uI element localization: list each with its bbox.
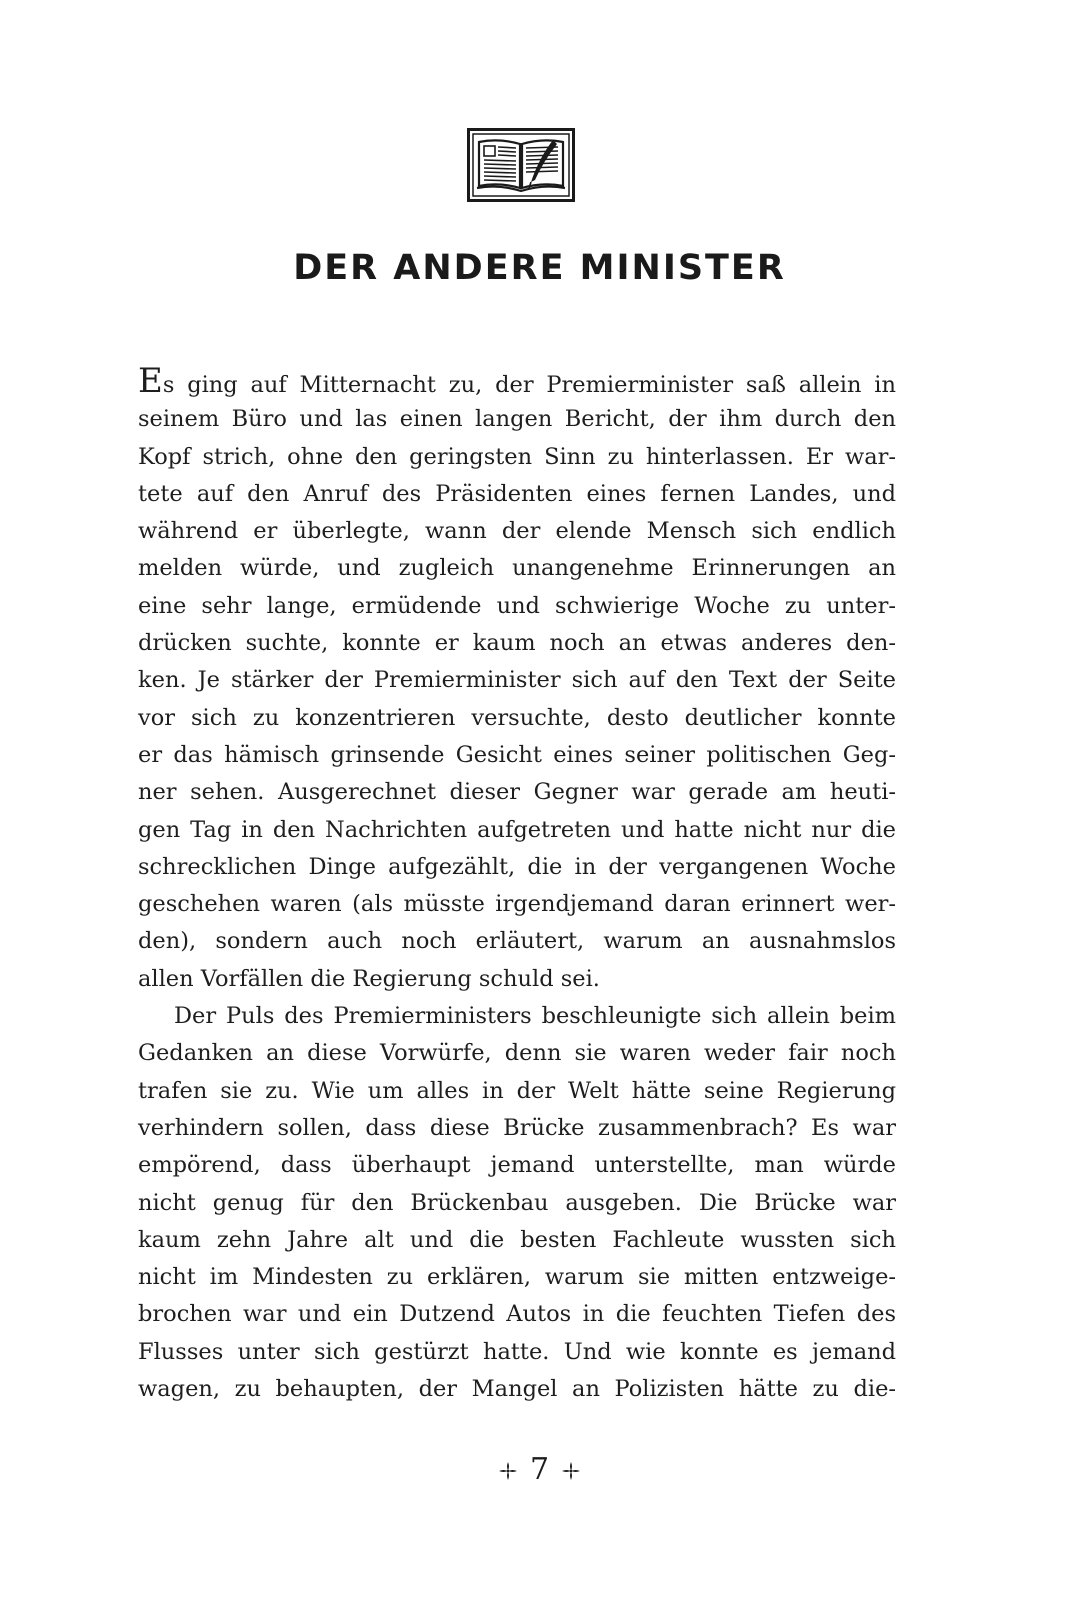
text-line: tete auf den Anruf des Präsidenten eines fernen Landes, und bbox=[138, 480, 896, 507]
page-number: 7 bbox=[529, 1452, 550, 1487]
text-line bbox=[138, 361, 896, 401]
open-book-icon bbox=[467, 128, 575, 202]
dropcap: E bbox=[138, 361, 163, 401]
text-line: ken. Je stärker der Premierminister sich auf den Text der Seite bbox=[138, 667, 896, 694]
chapter-title: DER ANDERE MINISTER bbox=[293, 248, 786, 288]
text-line: allen Vorfällen die Regierung schuld sei. bbox=[138, 965, 600, 992]
paragraph-1 bbox=[138, 361, 896, 998]
text-line: Kopf strich, ohne den geringsten Sinn zu hinterlassen. Er war- bbox=[138, 443, 896, 470]
text-line: schrecklichen Dinge aufgezählt, die in der vergangenen Woche bbox=[138, 853, 896, 880]
text-line: gen Tag in den Nachrichten aufgetreten und hatte nicht nur die bbox=[138, 816, 896, 843]
fleuron-ornament-icon bbox=[561, 1461, 581, 1481]
text-line: während er überlegte, wann der elende Mensch sich endlich bbox=[138, 518, 896, 545]
text-line: melden würde, und zugleich unangenehme Erinnerungen an bbox=[138, 555, 896, 582]
text-line: verhindern sollen, dass diese Brücke zusammenbrach? Es war bbox=[138, 1114, 896, 1141]
line-text: s ging auf Mitternacht zu, der Premierminister saß allein in bbox=[162, 372, 896, 398]
page-footer bbox=[0, 1452, 1079, 1487]
text-line: nicht im Mindesten zu erklären, warum sie mitten entzweige- bbox=[138, 1264, 896, 1291]
text-line: den), sondern auch noch erläutert, warum an ausnahmslos bbox=[138, 928, 896, 955]
paragraph-2 bbox=[138, 998, 896, 1408]
text-line: vor sich zu konzentrieren versuchte, desto deutlicher konnte bbox=[138, 704, 896, 731]
text-line: Flusses unter sich gestürzt hatte. Und wie konnte es jemand bbox=[138, 1338, 896, 1365]
text-line: ner sehen. Ausgerechnet dieser Gegner war gerade am heuti- bbox=[138, 779, 896, 806]
text-line: Gedanken an diese Vorwürfe, denn sie waren weder fair noch bbox=[138, 1040, 896, 1067]
text-line: er das hämisch grinsende Gesicht eines seiner politischen Geg- bbox=[138, 741, 896, 768]
text-line: seinem Büro und las einen langen Bericht, der ihm durch den bbox=[138, 406, 896, 433]
text-line: trafen sie zu. Wie um alles in der Welt hätte seine Regierung bbox=[138, 1077, 896, 1104]
text-line: nicht genug für den Brückenbau ausgeben. Die Brücke war bbox=[138, 1189, 896, 1216]
text-line: empörend, dass überhaupt jemand unterstellte, man würde bbox=[138, 1152, 896, 1179]
chapter-body bbox=[138, 361, 896, 1408]
text-line: kaum zehn Jahre alt und die besten Fachleute wussten sich bbox=[138, 1226, 896, 1253]
fleuron-ornament-icon bbox=[498, 1461, 518, 1481]
text-line: geschehen waren (als müsste irgendjemand daran erinnert wer- bbox=[138, 891, 896, 918]
text-line: Der Puls des Premierministers beschleunigte sich allein beim bbox=[174, 1003, 896, 1030]
text-line: eine sehr lange, ermüdende und schwierige Woche zu unter- bbox=[138, 592, 896, 619]
text-line: brochen war und ein Dutzend Autos in die feuchten Tiefen des bbox=[138, 1301, 896, 1328]
text-line: drücken suchte, konnte er kaum noch an etwas anderes den- bbox=[138, 630, 896, 657]
text-line: wagen, zu behaupten, der Mangel an Polizisten hätte zu die- bbox=[138, 1376, 896, 1403]
